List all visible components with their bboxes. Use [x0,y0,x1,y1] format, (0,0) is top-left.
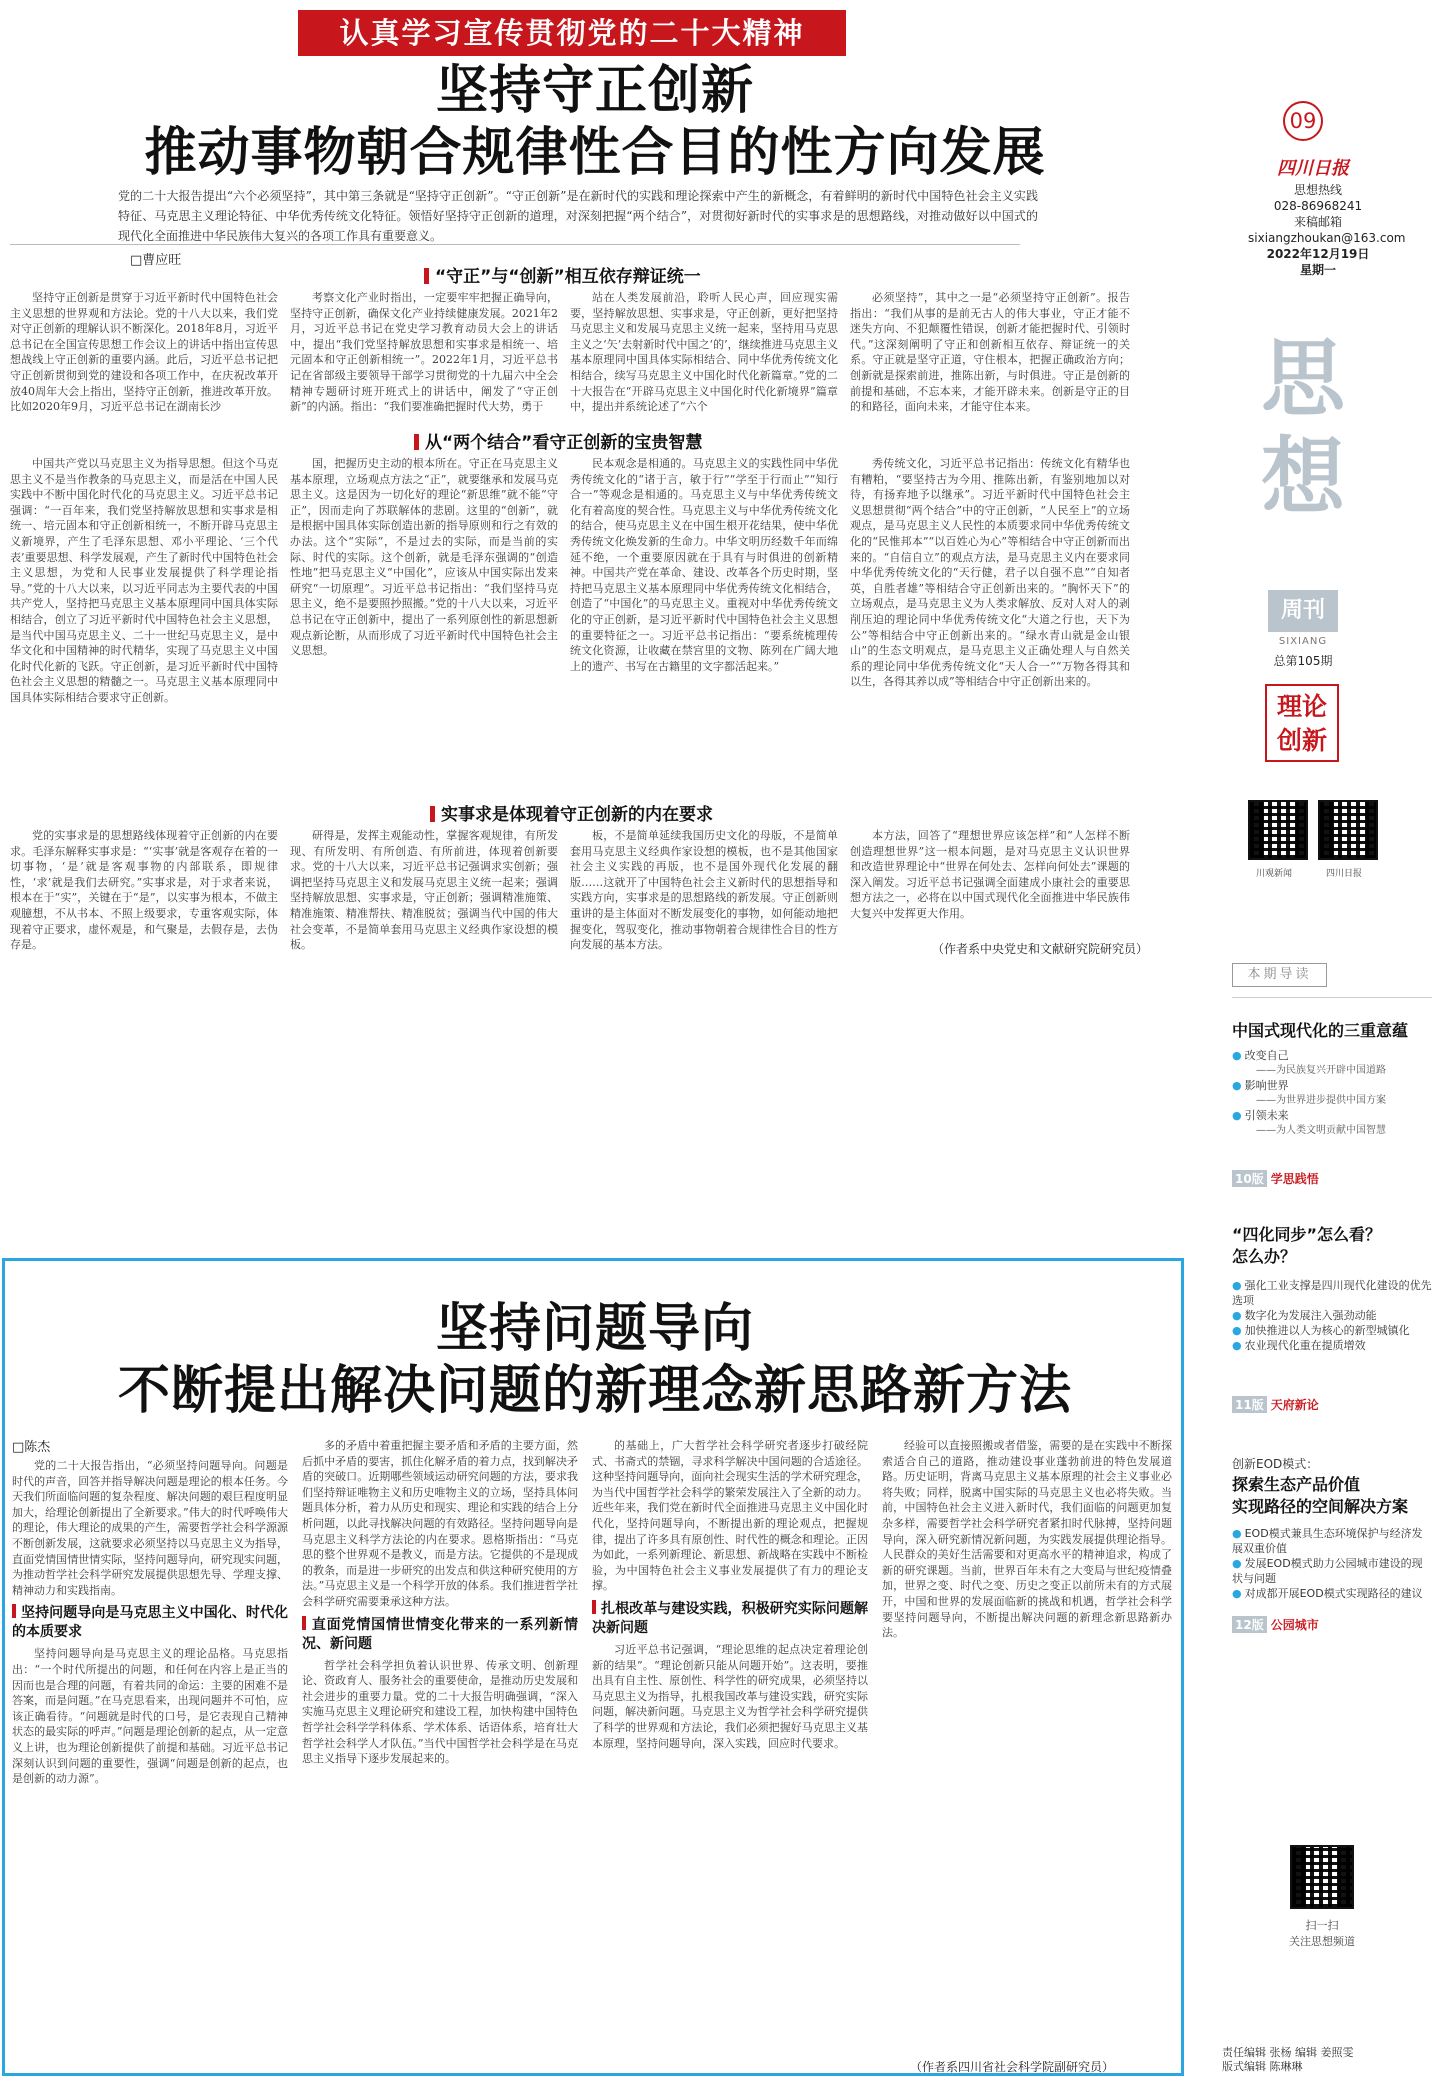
qr-code-icon[interactable] [1318,800,1378,860]
divider [10,244,1020,245]
guide1-page-ref[interactable]: 10版 学思践悟 [1232,1170,1319,1187]
article2-col2: 多的矛盾中着重把握主要矛盾和矛盾的主要方面，然后抓中矛盾的要害，抓住化解矛盾的着力点，找到解决矛盾的突破口。近期哪些领域运动研究问题的方法，要求我们坚持辩证唯物主义和历史唯物主义的立场，坚持具体问题具体分析，着力从历史和现实、理论和实践的结合上分析问题，以此寻找解决问题的有效路径。坚持问题导向是马克思主义科学方法论的内在要求。恩格斯指出：“马克思的整个世界观不是教义，而是方法。它提供的不是现成的教条，而是进一步研究的出发点和供这种研究使用的方法。”马克思主义是一个科学开放的体系。我们推进哲学社会科学研究需要秉承这种方法。 直面党情国情世情变化带来的一系列新情况、新问题 哲学社会科学担负着认识世界、传承文明、创新理论、资政育人、服务社会的重要使命，是推动历史发展和社会进步的重要力量。党的二十大报告明确强调，“深入实施马克思主义理论研究和建设工程，加快构建中国特色哲学社会科学学科体系、学术体系、话语体系，培育壮大哲学社会科学人才队伍。”当代中国哲学社会科学是在马克思主义指导下逐步发展起来的。 [302,1439,578,1766]
article1-signature: （作者系中央党史和文献研究院研究员） [932,942,1149,956]
bullet-icon: ● [1232,1309,1242,1322]
article1-byline: □曹应旺 [130,253,182,268]
section-pinyin: SIXIANG [1278,636,1328,647]
email-address: sixiangzhoukan@163.com [1248,231,1406,245]
qr2-caption: 四川日报 [1326,869,1363,879]
article1-s2-col3: 民本观念是相通的。马克思主义的实践性同中华优秀传统文化的“诸于言，敏于行”“学至于行而止”“知行合一”等观念是相通的。马克思主义与中华优秀传统文化有着高度的契合性。马克思主义与中华优秀传统文化的结合，使马克思主义在中国生根开花结果，使中华优秀传统文化焕发新的生命力。中华文明历经数千年而绵延不绝，一个重要原因就在于具有与时俱进的创新精神。中国共产党在革命、建设、改革各个历史时期，坚持把马克思主义基本原理同中华优秀传统文化相结合，创造了“中国化”的马克思主义。重视对中华优秀传统文化的守正创新，是习近平新时代中国特色社会主义思想的重要特征之一。习近平总书记指出：“要系统梳理传统文化资源，让收藏在禁宫里的文物、陈列在广阔大地上的遗产、书写在古籍里的文字都活起来。” [570,457,838,673]
article1-s2-col4: 秀传统文化，习近平总书记指出：传统文化有精华也有糟粕，“要坚持古为今用、推陈出新，有鉴别地加以对待，有扬弃地予以继承”。习近平新时代中国特色社会主义思想贯彻“两个结合”中的守正创新，“人民至上”的立场观点，是马克思主义人民性的本质要求同中华优秀传统文化的“民惟邦本”“以百姓心为心”等相结合中守正创新而出来的。“自信自立”的观点方法，是马克思主义内在要求同中华优秀传统文化的“天行健，君子以自强不息”“自知者英，自胜者雄”等相结合守正创新出来的。“胸怀天下”的立场观点，是马克思主义为人类求解放、反对人对人的剥削压迫的理论同中华优秀传统文化“大道之行也，天下为公”等相结合中守正创新出来的。“绿水青山就是金山银山”的生态文明观点，是马克思主义正确处理人与自然关系的理论同中华优秀传统文化“天人合一”“万物各得其和以生，各得其养以成”等相结合中守正创新出来的。 [850,457,1130,689]
qr3-caption: 扫一扫 关注思想频道 [1289,1919,1355,1948]
bullet-icon: ● [1232,1049,1242,1062]
article1-s1-col3: 站在人类发展前沿，聆听人民心声，回应现实需要，坚持解放思想、实事求是，守正创新，更好把坚持马克思主义和发展马克思主义统一起来，坚持用马克思主义之‘矢’去射新时代中国之‘的’，继续推进马克思主义基本原理同中国具体实际相结合、同中华优秀传统文化相结合，续写马克思主义中国化时代化新篇章。”党的二十大报告在“开辟马克思主义中国化时代化新境界”篇章中，提出并系统论述了“六个 [570,291,838,414]
article2-col3: 的基础上，广大哲学社会科学研究者逐步打破经院式、书斋式的禁锢，寻求科学解决中国问题的合适途径。这种坚持问题导向，面向社会现实生活的学术研究理念，为当代中国哲学社会科学的繁荣发展注入了全新的动力。近些年来，我们党在新时代全面推进马克思主义中国化时代化，坚持问题导向，不断提出新的理论观点，把握规律，提出了许多具有原创性、时代性的概念和理论。正因为如此，一系列新理论、新思想、新战略在实践中不断检验，为中国特色社会主义事业发展提供了有力的理论支撑。 扎根改革与建设实践，积极研究实际问题解决新问题 习近平总书记强调，“理论思维的起点决定着理论创新的结果”。“理论创新只能从问题开始”。这表明，要推出具有自主性、原创性、科学性的研究成果，必须坚持以马克思主义为指导，扎根我国改革与建设实践，研究实际问题，解决新问题。马克思主义为哲学社会科学研究提供了科学的世界观和方法论，我们必须把握好马克思主义基本原理，坚持问题导向，深入实践，回应时代要求。 [592,1439,868,1750]
article1-s2-col2: 国，把握历史主动的根本所在。守正在马克思主义基本原理，立场观点方法之“正”，就要继承和发展马克思主义。这是因为一切化好的理论“新思维”就不能“守正”，因而走向了苏联解体的悲剧。这里的“创新”，就是根据中国具体实际创造出新的指导原则和行之有效的办法。这个“实际”，不是过去的实际，而是当前的实际、时代的实际。这个创新，就是毛泽东强调的“创造性地”把马克思主义“中国化”，应该从中国实际出发来研究“一切原理”。习近平总书记指出：“我们坚持马克思主义，绝不是要照抄照搬。”党的十八大以来，习近平总书记在守正创新中，提出了一系列原创性的新思想新观点新论断，从而形成了习近平新时代中国特色社会主义思想。 [290,457,558,658]
article1-s1-col4: 必须坚持”，其中之一是“必须坚持守正创新”。报告指出：“我们从事的是前无古人的伟大事业，守正才能不迷失方向、不犯颠覆性错误，创新才能把握时代、引领时代。”这深刻阐明了守正和创新相互依存、辩证统一的关系。守正就是坚守正道，守住根本，把握正确政治方向；创新就是探索前进，推陈出新，与时俱进。守正是创新的前提和基础，不忘本来，才能开辟未来。创新是守正的目的和路径，面向未来，才能守住本来。 [850,291,1130,414]
article2-col1-head: 坚持问题导向是马克思主义中国化、时代化的本质要求 [12,1605,288,1641]
issue-date: 2022年12月19日 [1266,247,1370,261]
article1-s3-col2: 研得是，发挥主观能动性，掌握客观规律，有所发现、有所发明、有所创造、有所前进，体现着创新要求。党的十八大以来，习近平总书记强调求实创新；强调把坚持马克思主义和发展马克思主义统一起来；强调坚持解放思想、实事求是，守正创新；强调精准施策、精准施策、精准帮扶、精准脱贫；强调当代中国的伟大社会变革，不是简单套用马克思主义经典作家设想的模板。 [290,829,558,952]
article2-title-line1: 坚持问题导向 [435,1299,754,1359]
guide3-kicker: 创新EOD模式： [1232,1457,1319,1471]
article1-s3-col3: 板，不是简单延续我国历史文化的母版，不是简单套用马克思主义经典作家设想的模板，也不是其他国家社会主义实践的再版，也不是国外现代化发展的翻版……这就开了中国特色社会主义新时代的思想指导和实践方向，实事求是的思想路线的新发展。守正创新则重讲的是主体面对不断发展变化的事物，如何能动地把握变化，驾驭变化，推动事物朝着合规律性合目的性方向发展的基本方法。 [570,829,838,952]
guide1-title[interactable]: 中国式现代化的三重意蕴 [1232,1021,1409,1040]
bullet-icon: ● [1232,1279,1242,1292]
email-label: 来稿邮箱 [1293,215,1342,229]
article2-byline: □陈杰 [12,1440,51,1455]
hotline-label: 思想热线 [1293,183,1342,197]
red-bar-icon [12,1604,16,1618]
guide3-title[interactable]: 探索生态产品价值 实现路径的空间解决方案 [1232,1475,1409,1516]
article2-col1: 党的二十大报告指出，“必须坚持问题导向。问题是时代的声音，回答并指导解决问题是理论的根本任务。今天我们所面临问题的复杂程度、解决问题的艰巨程度明显加大，给理论创新提出了全新要求。”伟大的时代呼唤伟大的理论，伟大理论的成果的产生，需要哲学社会科学源源不断创新发展，这就要求必须坚持以马克思主义为指导，直面党情国情世情实际，坚持问题导向，研究现实问题，为推动哲学社会科学研究发展提供思想先导、学理支撑、精神动力和实践指南。 坚持问题导向是马克思主义中国化、时代化的本质要求 坚持问题导向是马克思主义的理论品格。马克思指出：“一个时代所提出的问题，和任何在内容上是正当的因而也是合理的问题，有着共同的命运：主要的困难不是答案，而是问题。”在马克思看来，出现问题并不可怕，应该正确看待。“问题就是时代的口号，是它表现自己精神状态的最实际的呼声。”问题是理论创新的起点，从一定意义上讲，也为理论创新提供了前提和基础。习近平总书记深刻认识到问题的重要性，强调“问题是创新的起点，也是创新的动力源”。 [12,1459,288,1786]
article1-section1-head: “守正”与“创新”相互依存辩证统一 [424,262,701,287]
page-number: 09 [1283,101,1323,141]
contact-block [1248,182,1406,278]
qr-code-icon[interactable] [1248,800,1308,860]
guide2-title[interactable]: “四化同步”怎么看？ 怎么办？ [1232,1225,1382,1266]
qr-code-icon[interactable] [1290,1845,1354,1909]
article2-col4: 经验可以直接照搬或者借鉴，需要的是在实践中不断探索适合自己的道路，推动建设事业蓬勃前进的特色发展道路。历史证明，背离马克思主义基本原理的社会主义事业必将失败；同样，脱离中国实际的马克思主义也必将失败。当前，中国特色社会主义进入新时代，我们面临的问题更加复杂多样，需要哲学社会科学研究者紧扣时代脉搏，坚持问题导向，深入研究新情况新问题，为实践发展提供理论指导。人民群众的美好生活需要和对更高水平的精神追求，构成了新的研究课题。当前，世界百年未有之大变局与世纪疫情叠加，世界之变、时代之变、历史之变正以前所未有的方式展开，中国和世界的发展面临新的挑战和机遇，哲学社会科学要坚持问题导向，不断提出解决问题的新理念新思路新办法。 [882,1439,1172,1640]
article1-section2-head: 从“两个结合”看守正创新的宝贵智慧 [414,428,702,453]
red-bar-icon [424,268,429,284]
bullet-icon: ● [1232,1587,1242,1600]
issue-number: 总第105期 [1273,654,1333,668]
issue-weekday: 星期一 [1299,263,1336,277]
editor-credits: 责任编辑 张杨 编辑 姜照雯 版式编辑 陈琳琳 [1222,2046,1354,2073]
bullet-icon: ● [1232,1557,1242,1570]
article1-lede: 党的二十大报告提出“六个必须坚持”，其中第三条就是“坚持守正创新”。“守正创新”是在新时代的实践和理论探索中产生的新概念，有着鲜明的新时代中国特色社会主义实践特征、马克思主义理论特征、中华优秀传统文化特征。领悟好坚持守正创新的道理，对深刻把握“两个结合”，对贯彻好新时代的实事求是的思想路线，对推动做好以中国式的现代化全面推进中华民族伟大复兴的各项工作具有重要意义。 [118,189,1038,243]
column-tag: 理论 创新 [1265,684,1339,762]
article1-s1-col1: 坚持守正创新是贯穿于习近平新时代中国特色社会主义思想的世界观和方法论。党的十八大以来，我们党对守正创新的理解认识不断深化。2018年8月，习近平总书记在全国宣传思想工作会议上的讲话中指出宣传思想战线上守正创新的重要内涵。此后，习近平总书记把守正创新贯彻到党的建设和各项工作中，在庆祝改革开放40周年大会上指出，坚持守正创新，推进改革开放。比如2020年9月，习近平总书记在湖南长沙 [10,291,278,414]
article2-title-line2: 不断提出解决问题的新理念新思路新方法 [117,1361,1072,1421]
article1-s1-col2: 考察文化产业时指出，一定要牢牢把握正确导向，坚持守正创新，确保文化产业持续健康发展。2021年2月，习近平总书记在党史学习教育动员大会上的讲话中，提出“我们党坚持解放思想和实事求是相统一、培元固本和守正创新相统一”。2022年1月，习近平总书记在省部级主要领导干部学习贯彻党的十九届六中全会精神专题研讨班开班式上的讲话中，阐发了“守正创新”的内涵。指出：“我们要准确把握时代大势，勇于 [290,291,558,414]
qr1-caption: 川观新闻 [1256,869,1293,879]
red-bar-icon [302,1616,306,1630]
paper-name-logo: 四川日报 [1277,158,1349,179]
guide2-items: ● 强化工业支撑是四川现代化建设的优先选项 ● 数字化为发展注入强劲动能 ● 加快推进以人为核心的新型城镇化 ● 农业现代化重在提质增效 [1232,1279,1432,1352]
guide3-page-ref[interactable]: 12版 公园城市 [1232,1616,1319,1633]
guide3-items: ● EOD模式兼具生态环境保护与经济发展双重价值 ● 发展EOD模式助力公园城市建设的现状与问题 ● 对成都开展EOD模式实现路径的建议 [1232,1527,1423,1600]
article1-section3-head: 实事求是体现着守正创新的内在要求 [430,800,713,825]
guide1-items: ● 改变自己 ——为民族复兴开辟中国道路 ● 影响世界 ——为世界进步提供中国方案 ● 引领未来 ——为人类文明贡献中国智慧 [1232,1049,1386,1136]
weekly-label: 周刊 [1268,590,1338,632]
bullet-icon: ● [1232,1339,1242,1352]
article1-s3-col4: 本方法，回答了“理想世界应该怎样”和“人怎样不断创造理想世界”这一根本问题，是对马克思主义认识世界和改造世界理论中“世界在何处去、怎样向何处去”课题的深入阐发。习近平总书记强调全面建成小康社会的重要思想方法之一，必将在以中国式现代化全面推进中华民族伟大复兴中发挥更大作用。 [850,829,1130,920]
red-bar-icon [414,434,419,450]
bullet-icon: ● [1232,1109,1242,1122]
article1-title-line2: 推动事物朝合规律性合目的性方向发展 [144,123,1046,183]
bullet-icon: ● [1232,1079,1242,1092]
red-bar-icon [592,1600,596,1614]
article2-signature: （作者系四川省社会科学院副研究员） [910,2060,1115,2074]
guide2-page-ref[interactable]: 11版 天府新论 [1232,1396,1319,1413]
red-bar-icon [430,806,435,822]
article2-col3-head: 扎根改革与建设实践，积极研究实际问题解决新问题 [592,1600,868,1636]
page-banner: 认真学习宣传贯彻党的二十大精神 [298,10,846,56]
guide-tag: 本期导读 [1232,963,1327,987]
hotline-phone: 028-86968241 [1273,199,1363,213]
divider [1232,997,1432,998]
article1-s2-col1: 中国共产党以马克思主义为指导思想。但这个马克思主义不是当作教条的马克思主义，而是活在中国人民实践中不断中国化时代化的马克思主义。习近平总书记强调：“一百年来，我们党坚持解放思想和实事求是相统一、培元固本和守正创新相统一，不断开辟马克思主义新境界，产生了毛泽东思想、邓小平理论、‘三个代表’重要思想、科学发展观，产生了新时代中国特色社会主义思想，为党和人民事业发展提供了科学理论指导。”党的十八大以来，以习近平同志为主要代表的中国共产党人，坚持把马克思主义基本原理同中国具体实际相结合，创立了习近平新时代中国特色社会主义思想，是当代中国马克思主义、二十一世纪马克思主义，是中华文化和中国精神的时代精华，实现了马克思主义中国化时代化新的飞跃。守正创新，是习近平新时代中国特色社会主义思想的精髓之一。马克思主义基本原理同中国具体实际相结合要求守正创新。 [10,457,278,704]
article2-col2-head: 直面党情国情世情变化带来的一系列新情况、新问题 [302,1616,578,1652]
bullet-icon: ● [1232,1324,1242,1337]
article1-title-line1: 坚持守正创新 [435,61,754,121]
article1-s3-col1: 党的实事求是的思想路线体现着守正创新的内在要求。毛泽东解释实事求是：“‘实事’就是客观存在着的一切事物，‘是’就是客观事物的内部联系，即规律性，‘求’就是我们去研究。”实事求是，对于求者来说，根本在于“实”，关键在于“是”，以实事为根本，不做主观臆想，不从书本、不照上级要求，专重客观实际，体现着守正要求，虚怀观是，和气聚是，去假存是，去伪存是。 [10,829,278,952]
section-title: 思 想 [1260,330,1345,526]
bullet-icon: ● [1232,1527,1242,1540]
